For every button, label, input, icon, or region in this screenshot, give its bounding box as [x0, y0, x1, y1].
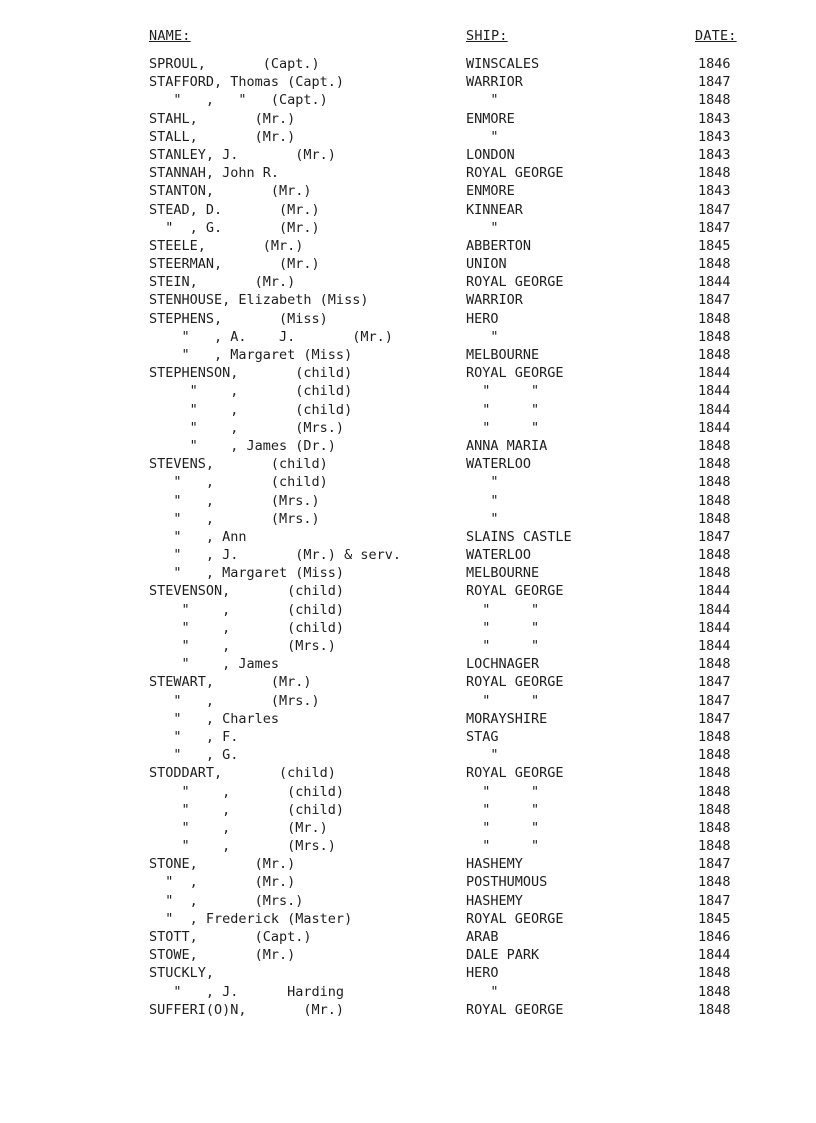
ship-name: ENMORE — [466, 110, 515, 127]
list-row — [0, 964, 816, 982]
list-row — [0, 928, 816, 946]
voyage-date: 1847 — [698, 892, 731, 909]
ship-name: " " — [466, 638, 540, 654]
ship-name: LOCHNAGER — [466, 656, 540, 673]
ship-name: " " — [466, 401, 540, 418]
ship-name: HASHEMY — [466, 892, 523, 909]
ship-name: WARRIOR — [466, 74, 523, 91]
list-row — [0, 91, 816, 109]
passenger-name: " , (Mrs.) — [149, 692, 320, 709]
ship-name: " " — [466, 801, 540, 818]
ship-name: " — [466, 128, 499, 145]
ship-name: POSTHUMOUS — [466, 874, 548, 891]
passenger-name: STANNAH, John R. — [149, 165, 280, 182]
passenger-name: " , (child) — [149, 383, 353, 400]
passenger-name: STONE, (Mr.) — [149, 856, 296, 873]
voyage-date: 1844 — [698, 274, 731, 291]
list-row — [0, 764, 816, 782]
passenger-name: " , Margaret (Miss) — [149, 347, 353, 363]
list-row — [0, 128, 816, 146]
list-row — [0, 746, 816, 764]
passenger-name: STAFFORD, Thomas (Capt.) — [149, 74, 345, 91]
passenger-name: STEWART, (Mr.) — [149, 674, 312, 691]
ship-name: ABBERTON — [466, 237, 532, 254]
passenger-name: STANTON, (Mr.) — [149, 183, 312, 200]
ship-name: WATERLOO — [466, 456, 532, 473]
ship-name: " " — [466, 383, 540, 400]
voyage-date: 1844 — [698, 419, 731, 436]
voyage-date: 1848 — [698, 1001, 731, 1018]
voyage-date: 1844 — [698, 601, 731, 618]
list-row — [0, 364, 816, 382]
list-row — [0, 110, 816, 128]
passenger-name: " , (Mrs.) — [149, 638, 336, 654]
voyage-date: 1848 — [698, 256, 731, 273]
list-row — [0, 182, 816, 200]
voyage-date: 1848 — [698, 310, 731, 327]
voyage-date: 1848 — [698, 92, 731, 109]
list-row — [0, 946, 816, 964]
list-row — [0, 728, 816, 746]
voyage-date: 1843 — [698, 128, 731, 145]
ship-name: HERO — [466, 310, 499, 327]
list-row — [0, 473, 816, 491]
voyage-date: 1848 — [698, 547, 731, 564]
passenger-name: " , Ann — [149, 528, 247, 545]
passenger-name: " , J. (Mr.) & serv. — [149, 547, 401, 564]
voyage-date: 1847 — [698, 710, 731, 727]
voyage-date: 1848 — [698, 510, 731, 527]
list-row — [0, 492, 816, 510]
voyage-date: 1848 — [698, 474, 731, 491]
voyage-date: 1844 — [698, 638, 731, 654]
voyage-date: 1843 — [698, 110, 731, 127]
list-row — [0, 819, 816, 837]
passenger-name: " , Margaret (Miss) — [149, 565, 345, 582]
passenger-name: SUFFERI(O)N, (Mr.) — [149, 1001, 345, 1018]
ship-name: KINNEAR — [466, 201, 523, 218]
list-row — [0, 73, 816, 91]
voyage-date: 1848 — [698, 783, 731, 800]
ship-name: ROYAL GEORGE — [466, 674, 564, 691]
list-row — [0, 855, 816, 873]
ship-name: " " — [466, 838, 540, 855]
list-row — [0, 783, 816, 801]
ship-name: ANNA MARIA — [466, 437, 548, 454]
passenger-name: " , G. (Mr.) — [149, 219, 320, 236]
list-row — [0, 328, 816, 346]
passenger-name: " , (Mr.) — [149, 874, 296, 891]
list-row — [0, 219, 816, 237]
passenger-name: " , (child) — [149, 401, 353, 418]
list-row — [0, 437, 816, 455]
passenger-name: " , (child) — [149, 801, 345, 818]
ship-name: " — [466, 983, 499, 1000]
ship-name: WINSCALES — [466, 56, 540, 72]
ship-name: DALE PARK — [466, 947, 540, 964]
ship-name: ROYAL GEORGE — [466, 583, 564, 600]
list-row — [0, 710, 816, 728]
ship-name: STAG — [466, 728, 499, 745]
ship-name: ARAB — [466, 929, 499, 945]
list-row — [0, 801, 816, 819]
list-row — [0, 273, 816, 291]
list-row — [0, 564, 816, 582]
list-row — [0, 401, 816, 419]
passenger-name: STEPHENSON, (child) — [149, 365, 353, 382]
voyage-date: 1847 — [698, 856, 731, 873]
voyage-date: 1847 — [698, 292, 731, 309]
voyage-date: 1848 — [698, 747, 731, 764]
ship-name: " — [466, 747, 499, 764]
voyage-date: 1848 — [698, 728, 731, 745]
voyage-date: 1848 — [698, 456, 731, 473]
voyage-date: 1848 — [698, 347, 731, 363]
ship-name: " " — [466, 619, 540, 636]
ship-name: " " — [466, 819, 540, 836]
passenger-name: " , James (Dr.) — [149, 437, 336, 454]
column-header-name: NAME: — [149, 28, 191, 44]
passenger-name: " , (Mrs.) — [149, 492, 320, 509]
passenger-name: " , J. Harding — [149, 983, 345, 1000]
voyage-date: 1844 — [698, 583, 731, 600]
voyage-date: 1848 — [698, 983, 731, 1000]
passenger-name: STEAD, D. (Mr.) — [149, 201, 320, 218]
ship-name: " " — [466, 601, 540, 618]
passenger-name: " , (child) — [149, 619, 345, 636]
voyage-date: 1847 — [698, 219, 731, 236]
column-header-ship: SHIP: — [466, 28, 508, 44]
list-row — [0, 346, 816, 364]
ship-name: " — [466, 92, 499, 109]
passenger-name: STEVENSON, (child) — [149, 583, 345, 600]
voyage-date: 1847 — [698, 528, 731, 545]
passenger-name: STEIN, (Mr.) — [149, 274, 296, 291]
list-row — [0, 237, 816, 255]
list-row — [0, 510, 816, 528]
voyage-date: 1847 — [698, 74, 731, 91]
list-row — [0, 619, 816, 637]
passenger-name: " , " (Capt.) — [149, 92, 328, 109]
ship-name: " — [466, 492, 499, 509]
voyage-date: 1848 — [698, 801, 731, 818]
passenger-name: " , A. J. (Mr.) — [149, 328, 393, 345]
ship-name: MELBOURNE — [466, 565, 540, 582]
list-row — [0, 291, 816, 309]
list-row — [0, 692, 816, 710]
list-row — [0, 637, 816, 655]
voyage-date: 1848 — [698, 328, 731, 345]
list-row — [0, 601, 816, 619]
passenger-name: " , (Mrs.) — [149, 892, 304, 909]
passenger-name: STOTT, (Capt.) — [149, 929, 312, 945]
ship-name: ROYAL GEORGE — [466, 165, 564, 182]
passenger-name: " , Frederick (Master) — [149, 910, 353, 927]
ship-name: UNION — [466, 256, 507, 273]
list-row — [0, 164, 816, 182]
passenger-name: " , G. — [149, 747, 239, 764]
voyage-date: 1848 — [698, 965, 731, 982]
passenger-name: " , (child) — [149, 601, 345, 618]
voyage-date: 1847 — [698, 674, 731, 691]
ship-name: ROYAL GEORGE — [466, 1001, 564, 1018]
voyage-date: 1846 — [698, 929, 731, 945]
list-row — [0, 382, 816, 400]
voyage-date: 1844 — [698, 619, 731, 636]
passenger-name: STEVENS, (child) — [149, 456, 328, 473]
ship-name: ROYAL GEORGE — [466, 365, 564, 382]
column-header-date: DATE: — [695, 28, 737, 44]
list-row — [0, 983, 816, 1001]
voyage-date: 1848 — [698, 656, 731, 673]
ship-name: " " — [466, 419, 540, 436]
passenger-name: " , (Mrs.) — [149, 510, 320, 527]
ship-name: WARRIOR — [466, 292, 523, 309]
voyage-date: 1845 — [698, 237, 731, 254]
passenger-name: STEERMAN, (Mr.) — [149, 256, 320, 273]
voyage-date: 1848 — [698, 492, 731, 509]
voyage-date: 1844 — [698, 365, 731, 382]
list-row — [0, 546, 816, 564]
list-row — [0, 655, 816, 673]
list-row — [0, 419, 816, 437]
passenger-name: STENHOUSE, Elizabeth (Miss) — [149, 292, 369, 309]
passenger-name: " , Charles — [149, 710, 280, 727]
passenger-name: " , (Mrs.) — [149, 419, 345, 436]
ship-name: " — [466, 219, 499, 236]
list-row — [0, 528, 816, 546]
list-row — [0, 673, 816, 691]
ship-name: " — [466, 474, 499, 491]
ship-name: ENMORE — [466, 183, 515, 200]
passenger-name: STUCKLY, — [149, 965, 215, 982]
list-row — [0, 201, 816, 219]
passenger-name: " , (child) — [149, 783, 345, 800]
voyage-date: 1846 — [698, 56, 731, 72]
ship-name: HASHEMY — [466, 856, 523, 873]
ship-name: WATERLOO — [466, 547, 532, 564]
list-row — [0, 582, 816, 600]
list-row — [0, 255, 816, 273]
ship-name: SLAINS CASTLE — [466, 528, 572, 545]
passenger-name: STODDART, (child) — [149, 765, 336, 782]
ship-name: ROYAL GEORGE — [466, 274, 564, 291]
ship-name: HERO — [466, 965, 499, 982]
list-row — [0, 455, 816, 473]
passenger-name: SPROUL, (Capt.) — [149, 56, 320, 72]
voyage-date: 1848 — [698, 565, 731, 582]
voyage-date: 1845 — [698, 910, 731, 927]
passenger-name: STANLEY, J. (Mr.) — [149, 146, 336, 163]
voyage-date: 1847 — [698, 201, 731, 218]
voyage-date: 1848 — [698, 165, 731, 182]
list-row — [0, 146, 816, 164]
list-row — [0, 1001, 816, 1019]
passenger-name: " , James — [149, 656, 280, 673]
voyage-date: 1848 — [698, 838, 731, 855]
voyage-date: 1848 — [698, 437, 731, 454]
passenger-name: " , (Mr.) — [149, 819, 328, 836]
ship-name: ROYAL GEORGE — [466, 765, 564, 782]
voyage-date: 1848 — [698, 765, 731, 782]
passenger-name: STEELE, (Mr.) — [149, 237, 304, 254]
list-row — [0, 837, 816, 855]
list-row — [0, 873, 816, 891]
voyage-date: 1847 — [698, 692, 731, 709]
passenger-name: " , (child) — [149, 474, 328, 491]
list-row — [0, 892, 816, 910]
list-row — [0, 310, 816, 328]
ship-name: " — [466, 510, 499, 527]
passenger-name: " , (Mrs.) — [149, 838, 336, 855]
passenger-name: STALL, (Mr.) — [149, 128, 296, 145]
ship-name: " " — [466, 783, 540, 800]
list-row — [0, 910, 816, 928]
passenger-name: STOWE, (Mr.) — [149, 947, 296, 964]
ship-name: " " — [466, 692, 540, 709]
passenger-list — [0, 55, 816, 1019]
voyage-date: 1844 — [698, 947, 731, 964]
ship-name: " — [466, 328, 499, 345]
voyage-date: 1844 — [698, 383, 731, 400]
passenger-name: STEPHENS, (Miss) — [149, 310, 328, 327]
ship-name: LONDON — [466, 146, 515, 163]
voyage-date: 1848 — [698, 819, 731, 836]
voyage-date: 1843 — [698, 183, 731, 200]
voyage-date: 1848 — [698, 874, 731, 891]
passenger-name: " , F. — [149, 728, 239, 745]
ship-name: MORAYSHIRE — [466, 710, 548, 727]
list-row — [0, 55, 816, 73]
voyage-date: 1843 — [698, 146, 731, 163]
ship-name: MELBOURNE — [466, 347, 540, 363]
voyage-date: 1844 — [698, 401, 731, 418]
passenger-name: STAHL, (Mr.) — [149, 110, 296, 127]
ship-name: ROYAL GEORGE — [466, 910, 564, 927]
